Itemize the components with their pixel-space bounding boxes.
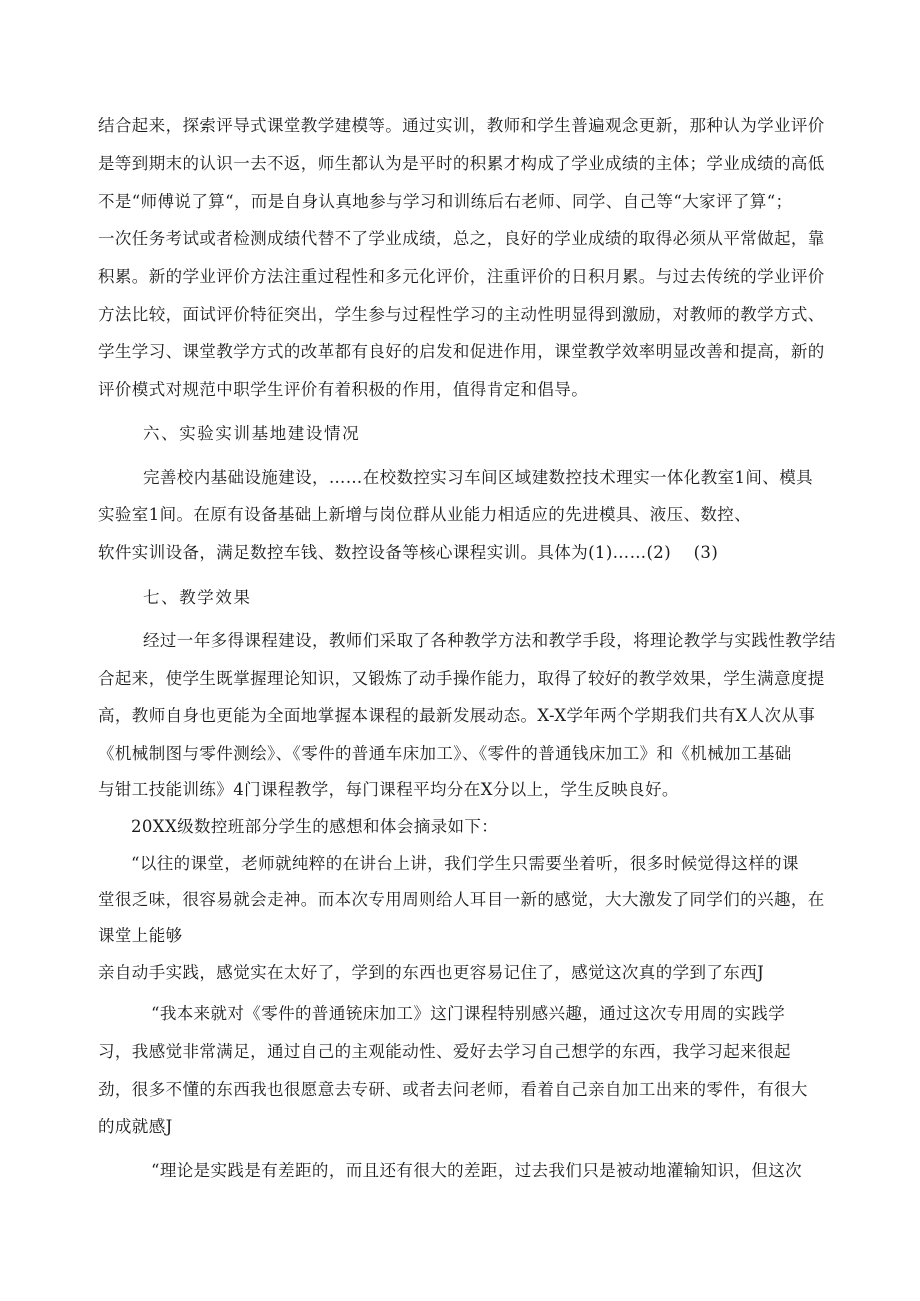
quote-intro: 20XX级数控班部分学生的感想和体会摘录如下：: [131, 817, 499, 836]
quote-line: 亲自动手实践，感觉实在太好了，学到的东西也更容易记住了，感觉这次真的学到了东西J: [98, 963, 765, 982]
text-line: 完善校内基础设施建设，……在校数控实习车间区域建数控技术理实一体化教室1间、模具: [143, 468, 813, 487]
text-line: 不是“师傅说了算“，而是自身认真地参与学习和训练后右老师、同学、自己等“大家评了算“；: [98, 192, 793, 211]
text-line: 与钳工技能训练》4门课程教学，每门课程平均分在X分以上，学生反映良好。: [98, 780, 679, 799]
text-line: 学生学习、课堂教学方式的改革都有良好的启发和促进作用，课堂教学效率明显改善和提高，新的: [98, 342, 825, 361]
text-line: 《机械制图与零件测绘》、《零件的普通车床加工》、《零件的普通钱床加工》和《机械加工基础: [98, 744, 792, 763]
quote-line: “以往的课堂，老师就纯粹的在讲台上讲，我们学生只需要坐着听，很多时候觉得这样的课: [131, 854, 799, 873]
text-line: 实验室1间。在原有设备基础上新增与岗位群从业能力相适应的先进模具、液压、数控、: [98, 505, 752, 524]
section-heading: 六、实验实训基地建设情况: [143, 424, 361, 443]
text-line: 积累。新的学业评价方法注重过程性和多元化评价，注重评价的日积月累。与过去传统的学业评价: [98, 267, 825, 286]
text-line: 一次任务考试或者检测成绩代替不了学业成绩，总之，良好的学业成绩的取得必须从平常做起，靠: [98, 229, 825, 248]
quote-line: 课堂上能够: [98, 926, 183, 945]
quote-line: “我本来就对《零件的普通铳床加工》这门课程特别感兴趣，通过这次专用周的实践学: [151, 1004, 786, 1023]
quote-line: “理论是实践是有差距的，而且还有很大的差距，过去我们只是被动地灌输知识，但这次: [151, 1161, 803, 1180]
text-line: 合起来，使学生既掌握理论知识，又锻炼了动手操作能力，取得了较好的教学效果，学生满意度提: [98, 669, 825, 688]
text-line: 软件实训设备，满足数控车钱、数控设备等核心课程实训。具体为(1)……(2) (3): [98, 543, 719, 562]
text-line: 是等到期末的认识一去不返，师生都认为是平时的积累才构成了学业成绩的主体；学业成绩的高低: [98, 154, 825, 173]
section-heading: 七、教学效果: [143, 588, 252, 607]
quote-line: 堂很乏味，很容易就会走神。而本次专用周则给人耳目一新的感觉，大大激发了同学们的兴趣，在: [98, 890, 825, 909]
text-line: 方法比较，面试评价特征突出，学生参与过程性学习的主动性明显得到激励，对教师的教学方式、: [98, 305, 825, 324]
text-line: 经过一年多得课程建设，教师们采取了各种教学方法和教学手段，将理论教学与实践性教学结: [143, 631, 836, 650]
text-line: 评价模式对规范中职学生评价有着积极的作用，值得肯定和倡导。: [98, 380, 589, 399]
text-line: 高，教师自身也更能为全面地掌握本课程的最新发展动态。X-X学年两个学期我们共有X人次从事: [98, 706, 816, 725]
quote-line: 的成就感J: [98, 1117, 173, 1136]
quote-line: 习，我感觉非常满足，通过自己的主观能动性、爱好去学习自己想学的东西，我学习起来很起: [98, 1042, 791, 1061]
text-line: 结合起来，探索评导式课堂教学建模等。通过实训，教师和学生普遍观念更新，那种认为学业评价: [98, 116, 825, 135]
quote-line: 劲，很多不懂的东西我也很愿意去专研、或者去问老师，看着自己亲自加工出来的零件，有很大: [98, 1080, 808, 1099]
